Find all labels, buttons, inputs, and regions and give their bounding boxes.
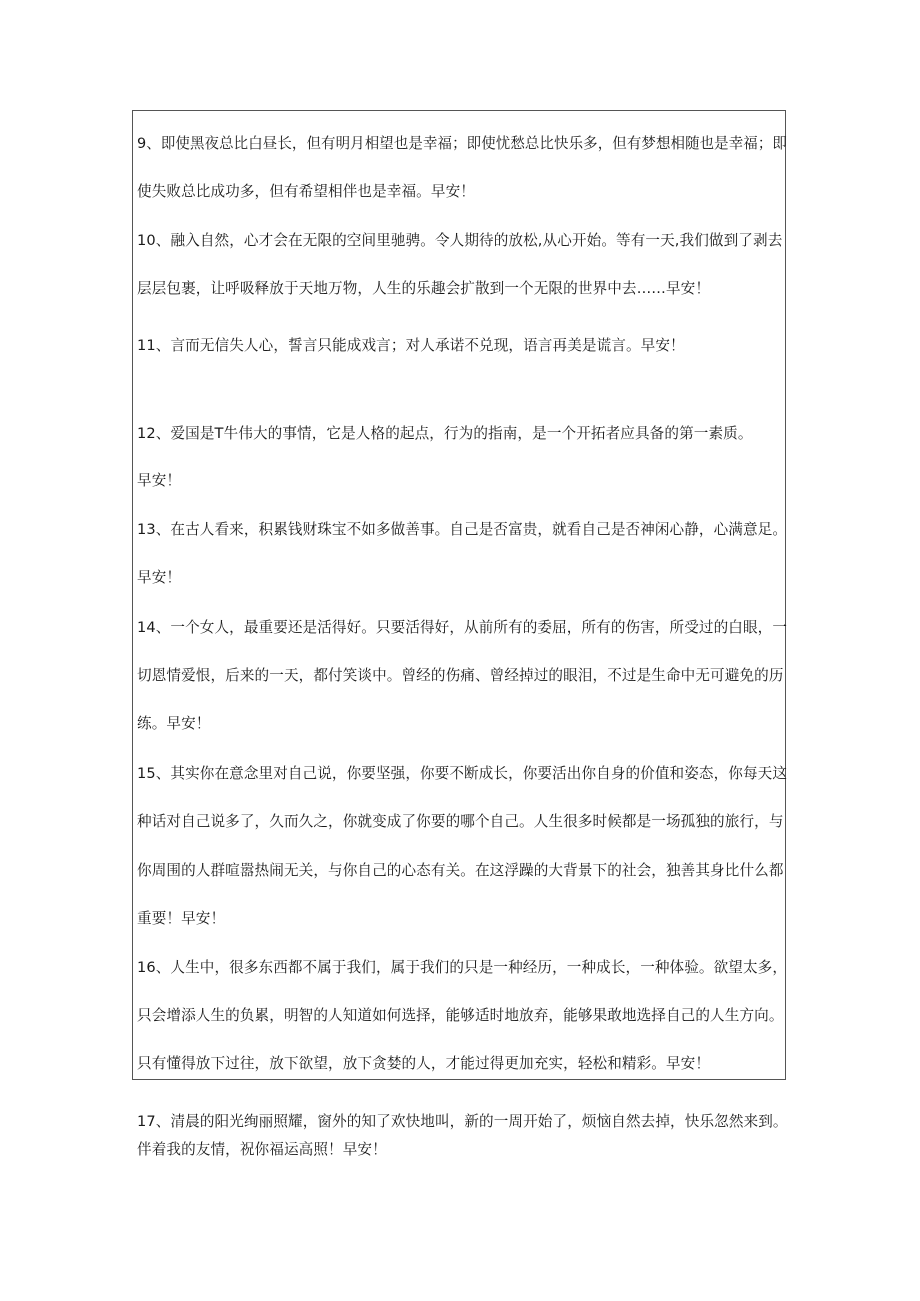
paragraph-line: 种话对自己说多了，久而久之，你就变成了你要的哪个自己。人生很多时候都是一场孤独的旅行，与 <box>137 813 784 830</box>
paragraph-line: 早安！ <box>137 472 182 489</box>
paragraph-line: 练。早安！ <box>137 715 211 732</box>
paragraph-line: 重要！早安！ <box>137 910 226 927</box>
paragraph-line: 14、一个女人，最重要还是活得好。只要活得好，从前所有的委屈，所有的伤害，所受过的白眼，一 <box>137 619 787 636</box>
paragraph-line: 15、其实你在意念里对自己说，你要坚强，你要不断成长，你要活出你自身的价值和姿态，你每天这 <box>137 765 787 782</box>
paragraph-line: 你周围的人群喧嚣热闹无关，与你自己的心态有关。在这浮躁的大背景下的社会，独善其身比什么都 <box>137 862 784 879</box>
paragraph-line: 11、言而无信失人心，誓言只能成戏言；对人承诺不兑现，语言再美是谎言。早安！ <box>137 337 685 354</box>
paragraph-line: 只有懂得放下过往，放下欲望，放下贪婪的人，才能过得更加充实，轻松和精彩。早安！ <box>137 1055 711 1072</box>
paragraph-line: 使失败总比成功多，但有希望相伴也是幸福。早安！ <box>137 183 475 200</box>
paragraph-line: 层层包裹，让呼吸释放于天地万物，人生的乐趣会扩散到一个无限的世界中去……早安！ <box>137 280 711 297</box>
paragraph-line: 伴着我的友情，祝你福运高照！早安！ <box>137 1141 387 1158</box>
paragraph-line: 早安！ <box>137 569 182 586</box>
bordered-text-box <box>132 110 786 1080</box>
paragraph-line: 12、爱国是T牛伟大的事情，它是人格的起点，行为的指南，是一个开拓者应具备的第一素质。 <box>137 425 753 442</box>
paragraph-line: 13、在古人看来，积累钱财珠宝不如多做善事。自己是否富贵，就看自己是否神闲心静，心满意足。 <box>137 521 787 538</box>
paragraph-line: 只会增添人生的负累，明智的人知道如何选择，能够适时地放弃，能够果敢地选择自己的人生方向。 <box>137 1007 784 1024</box>
paragraph-line: 16、人生中，很多东西都不属于我们，属于我们的只是一种经历，一种成长，一种体验。欲望太多， <box>137 959 787 976</box>
paragraph-line: 9、即使黑夜总比白昼长，但有明月相望也是幸福；即使忧愁总比快乐多，但有梦想相随也是幸福；即 <box>137 135 787 152</box>
paragraph-line: 10、融入自然，心才会在无限的空间里驰骋。令人期待的放松,从心开始。等有一天,我们做到了剥去 <box>137 232 783 249</box>
paragraph-line: 17、清晨的阳光绚丽照耀，窗外的知了欢快地叫，新的一周开始了，烦恼自然去掉，快乐忽然来到。 <box>137 1113 788 1130</box>
paragraph-line: 切恩情爱恨，后来的一天，都付笑谈中。曾经的伤痛、曾经掉过的眼泪，不过是生命中无可避免的历 <box>137 667 784 684</box>
